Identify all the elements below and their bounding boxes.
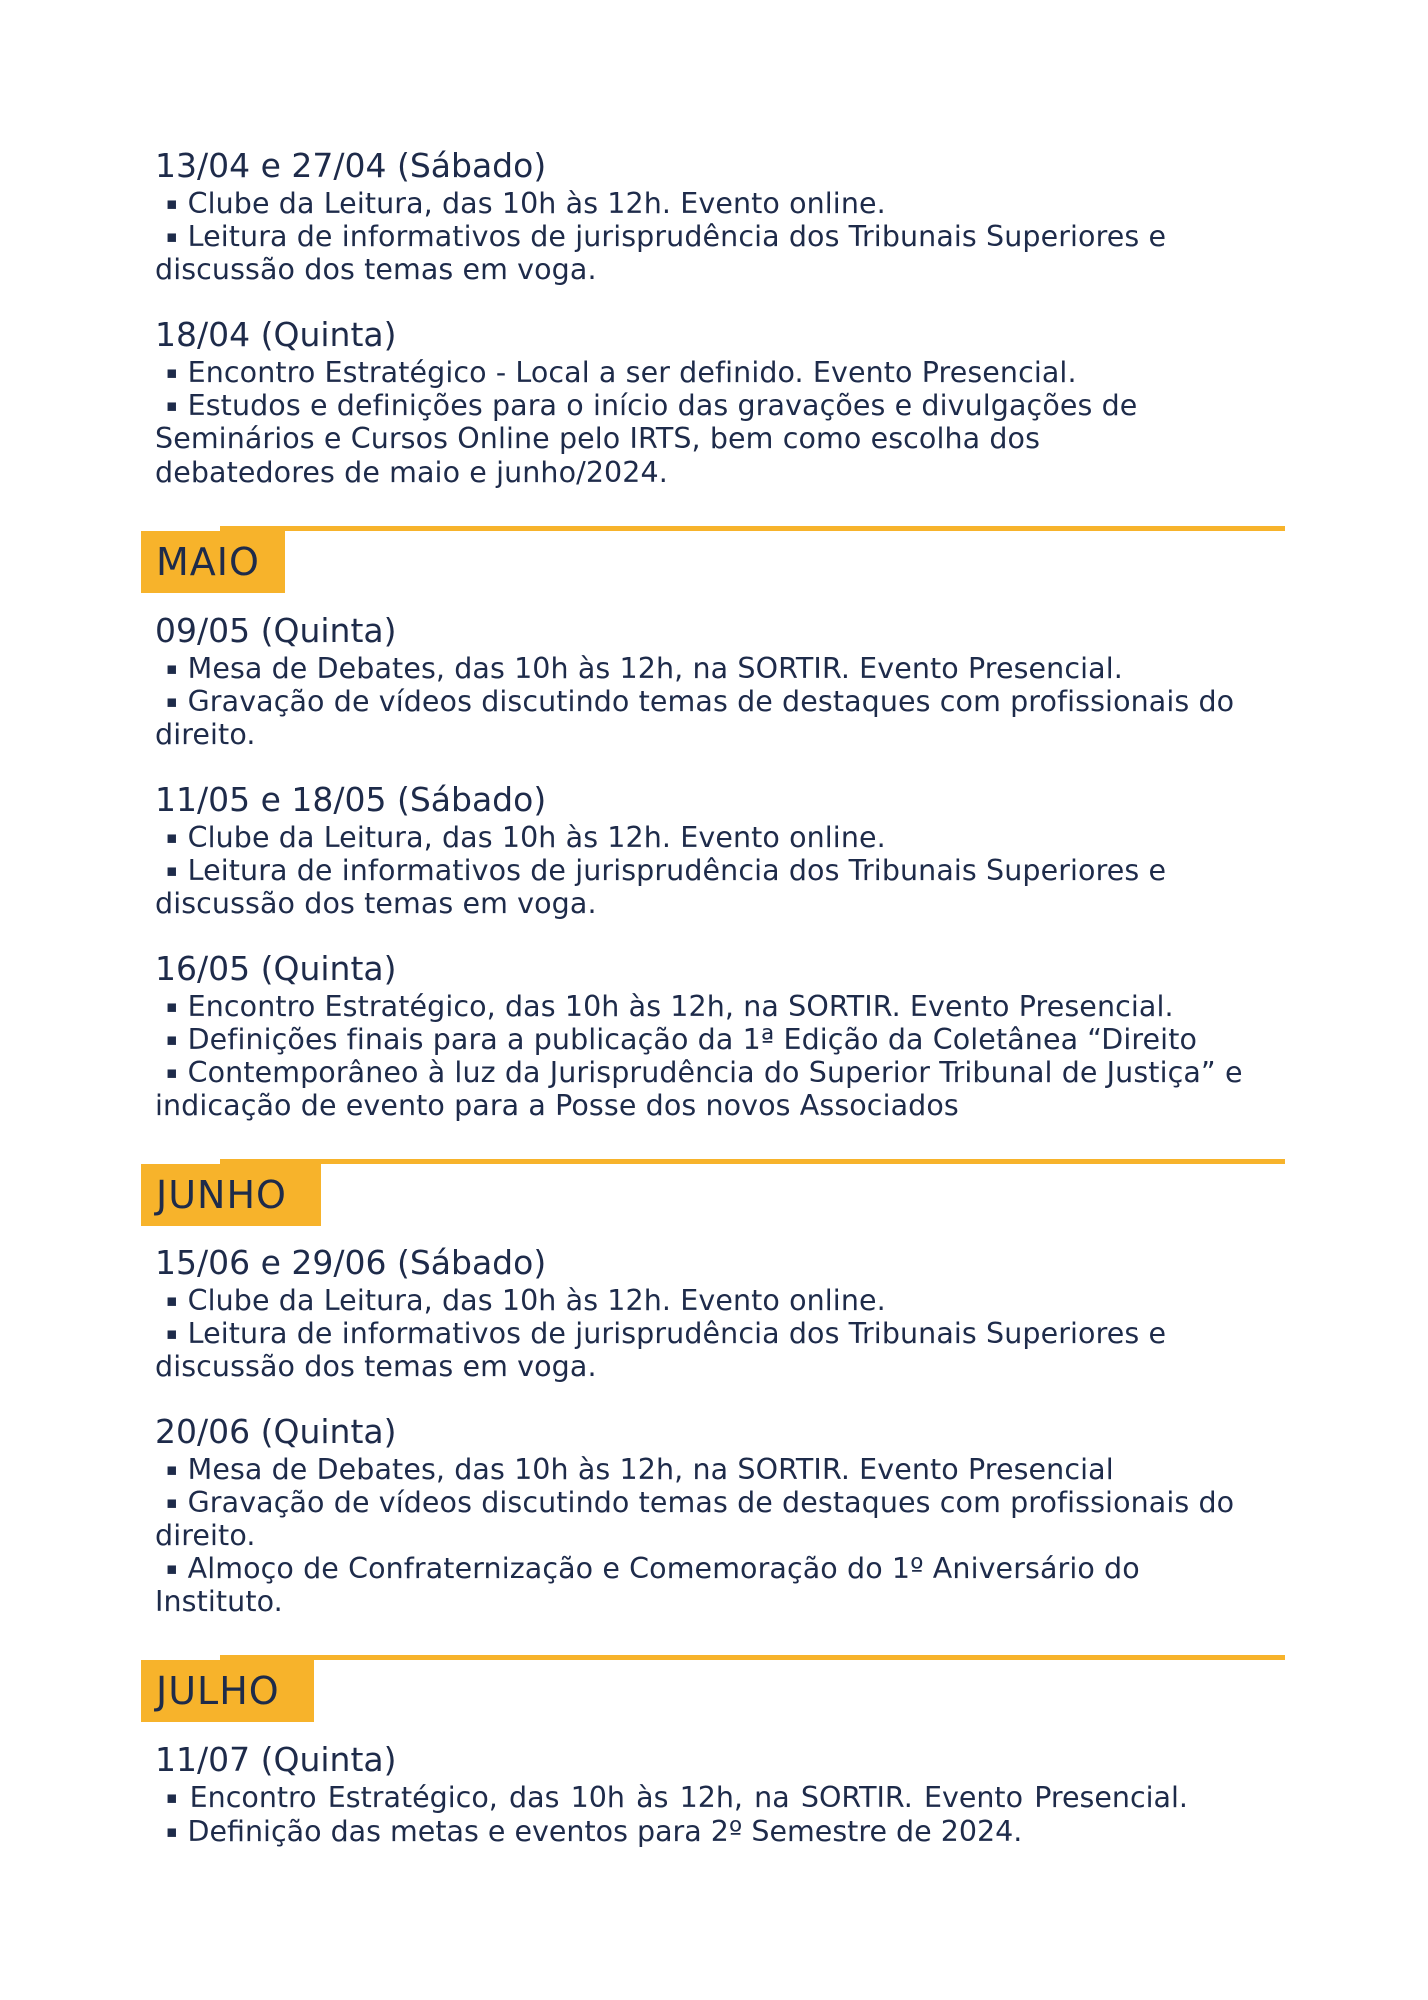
bullet-icon: ▪ — [166, 692, 178, 712]
bullet-icon: ▪ — [166, 659, 178, 679]
event-line: ▪ Encontro Estratégico, das 10h às 12h, na SORTIR. Evento Presencial. — [166, 990, 1174, 1023]
event-line: Seminários e Cursos Online pelo IRTS, bem como escolha dos — [155, 422, 1041, 455]
event-line: ▪ Definições finais para a publicação da 1ª Edição da Coletânea “Direito — [166, 1023, 1198, 1056]
event-line: ▪ Mesa de Debates, das 10h às 12h, na SORTIR. Evento Presencial — [166, 1453, 1114, 1486]
event-line: indicação de evento para a Posse dos novos Associados — [155, 1089, 959, 1122]
event-date: 18/04 (Quinta) — [155, 315, 397, 354]
bullet-icon: ▪ — [166, 1822, 178, 1842]
bullet-icon: ▪ — [166, 1493, 178, 1513]
event-date: 15/06 e 29/06 (Sábado) — [155, 1243, 547, 1282]
event-line: ▪ Gravação de vídeos discutindo temas de destaques com profissionais do — [166, 1486, 1235, 1519]
bullet-icon: ▪ — [166, 1030, 178, 1050]
event-date: 11/05 e 18/05 (Sábado) — [155, 780, 547, 819]
bullet-icon: ▪ — [166, 1291, 178, 1311]
event-line: debatedores de maio e junho/2024. — [155, 456, 668, 489]
event-line: direito. — [155, 718, 256, 751]
bullet-icon: ▪ — [166, 1063, 178, 1083]
event-line: ▪ Leitura de informativos de jurisprudência dos Tribunais Superiores e — [166, 1317, 1167, 1350]
bullet-icon: ▪ — [166, 861, 178, 881]
event-line: ▪ Leitura de informativos de jurisprudência dos Tribunais Superiores e — [166, 220, 1167, 253]
month-heading-maio: MAIO — [141, 531, 285, 593]
event-line: ▪ Leitura de informativos de jurisprudência dos Tribunais Superiores e — [166, 854, 1167, 887]
bullet-icon: ▪ — [166, 1788, 180, 1808]
event-line: ▪ Almoço de Confraternização e Comemoração do 1º Aniversário do — [166, 1552, 1140, 1585]
event-line: ▪ Clube da Leitura, das 10h às 12h. Evento online. — [166, 1284, 886, 1317]
section-divider — [220, 1655, 1285, 1660]
event-line: Instituto. — [155, 1585, 283, 1618]
event-line: ▪ Mesa de Debates, das 10h às 12h, na SORTIR. Evento Presencial. — [166, 652, 1123, 685]
bullet-icon: ▪ — [166, 828, 178, 848]
event-line: discussão dos temas em voga. — [155, 887, 597, 920]
event-date: 13/04 e 27/04 (Sábado) — [155, 146, 547, 185]
section-divider — [220, 1159, 1285, 1164]
event-line: ▪ Contemporâneo à luz da Jurisprudência do Superior Tribunal de Justiça” e — [166, 1056, 1243, 1089]
bullet-icon: ▪ — [166, 194, 178, 214]
event-date: 09/05 (Quinta) — [155, 611, 397, 650]
bullet-icon: ▪ — [166, 363, 178, 383]
bullet-icon: ▪ — [166, 396, 178, 416]
month-heading-julho: JULHO — [141, 1660, 314, 1722]
event-line: ▪ Clube da Leitura, das 10h às 12h. Evento online. — [166, 187, 886, 220]
event-date: 11/07 (Quinta) — [155, 1740, 397, 1779]
event-line: ▪ Encontro Estratégico - Local a ser definido. Evento Presencial. — [166, 356, 1077, 389]
event-line: ▪ Gravação de vídeos discutindo temas de destaques com profissionais do — [166, 685, 1235, 718]
bullet-icon: ▪ — [166, 1559, 178, 1579]
month-heading-junho: JUNHO — [141, 1164, 321, 1226]
event-line: discussão dos temas em voga. — [155, 253, 597, 286]
event-line: direito. — [155, 1519, 256, 1552]
bullet-icon: ▪ — [166, 1460, 178, 1480]
bullet-icon: ▪ — [166, 1324, 178, 1344]
section-divider — [220, 526, 1285, 531]
event-date: 16/05 (Quinta) — [155, 949, 397, 988]
event-line: discussão dos temas em voga. — [155, 1350, 597, 1383]
event-paragraph: ▪ Encontro Estratégico, das 10h às 12h, na SORTIR. Evento Presencial. ▪ Definição das metas e eventos para 2º Semestre de 2024. — [166, 1781, 1188, 1848]
bullet-icon: ▪ — [166, 997, 178, 1017]
event-date: 20/06 (Quinta) — [155, 1412, 397, 1451]
bullet-icon: ▪ — [166, 227, 178, 247]
event-line: ▪ Estudos e definições para o início das gravações e divulgações de — [166, 389, 1138, 422]
event-line: ▪ Clube da Leitura, das 10h às 12h. Evento online. — [166, 821, 886, 854]
